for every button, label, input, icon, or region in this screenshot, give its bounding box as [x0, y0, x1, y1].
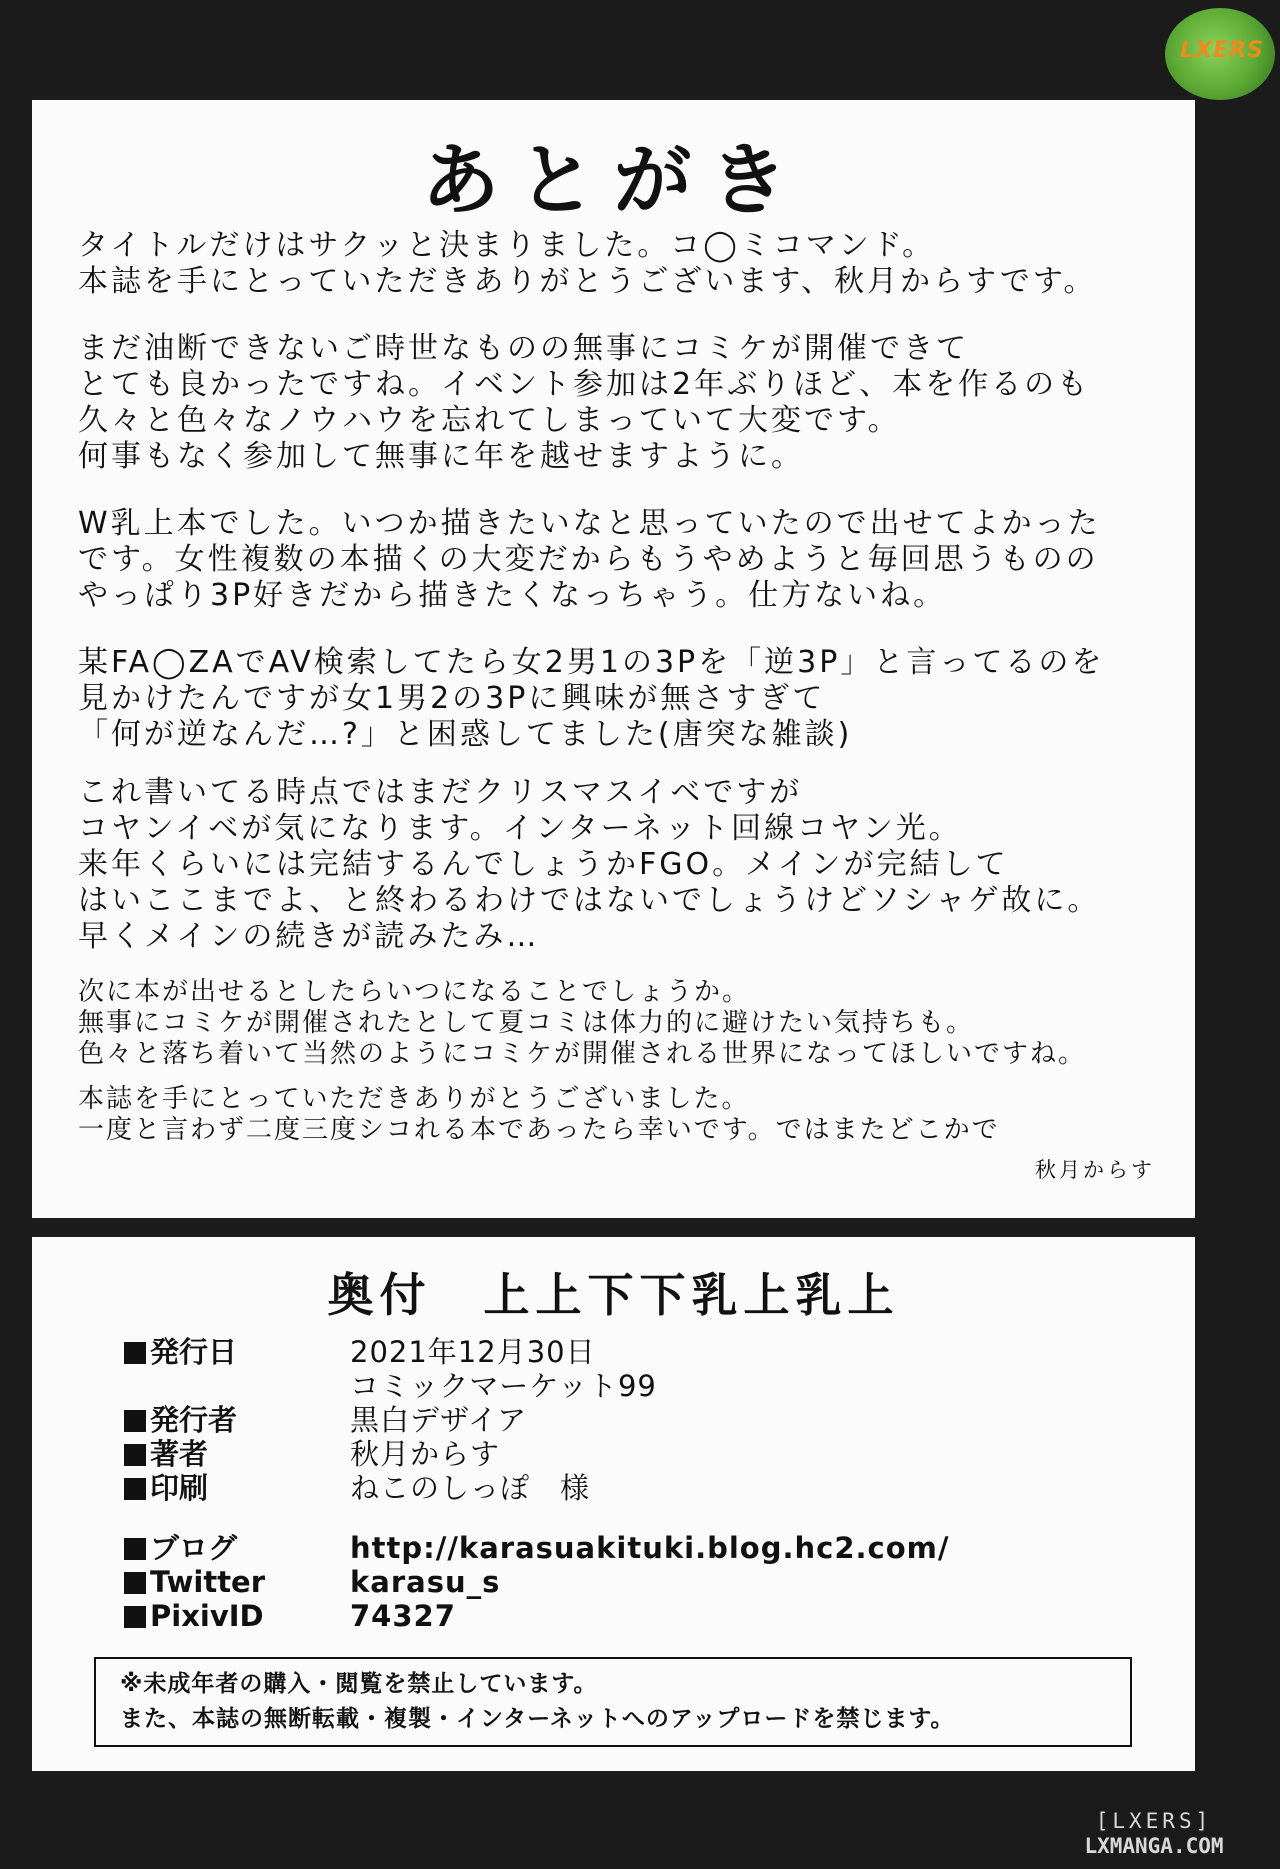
info-label: 発行日: [150, 1335, 238, 1369]
afterword-paragraph: [78, 775, 1165, 955]
text-line: 本誌を手にとっていただきありがとうございます、秋月からすです。: [78, 264, 1097, 299]
text-line: 来年くらいには完結するんでしょうかFGO。メインが完結して: [78, 847, 1009, 882]
info-row-pixiv: [124, 1599, 456, 1633]
info-label: ブログ: [150, 1531, 238, 1565]
square-bullet-icon: [124, 1444, 146, 1466]
text-line: とても良かったですね。イベント参加は2年ぶりほど、本を作るのも: [78, 367, 1091, 402]
info-value: 秋月からす: [350, 1437, 501, 1471]
text-line: です。女性複数の本描くの大変だからもうやめようと毎回思うものの: [78, 542, 1099, 577]
text-line: 本誌を手にとっていただきありがとうございました。: [78, 1084, 750, 1114]
twitter-handle: karasu_s: [350, 1565, 501, 1599]
text-line: 久々と色々なノウハウを忘れてしまっていて大変です。: [78, 403, 901, 438]
info-row-author: [124, 1437, 501, 1471]
badge-logo-text: LXERS: [1180, 38, 1264, 63]
author-signature: 秋月からす: [1035, 1158, 1155, 1182]
afterword-paragraph: [78, 1084, 1165, 1146]
text-line: これ書いてる時点ではまだクリスマスイベですが: [78, 775, 803, 810]
info-row-publisher: [124, 1403, 528, 1437]
afterword-paragraph: [78, 228, 1165, 300]
square-bullet-icon: [124, 1342, 146, 1364]
text-line: はいここまでよ、と終わるわけではないでしょうけどソシャゲ故に。: [78, 883, 1101, 918]
watermark-line: [LXERS]: [1095, 1809, 1213, 1833]
site-logo-badge: [1165, 8, 1275, 100]
text-line: 次に本が出せるとしたらいつになることでしょうか。: [78, 977, 751, 1007]
info-label: 著者: [150, 1437, 209, 1471]
square-bullet-icon: [124, 1606, 146, 1628]
afterword-body: [78, 228, 1165, 1146]
text-line: 無事にコミケが開催されたとして夏コミは体力的に避けたい気持ちも。: [78, 1008, 975, 1038]
square-bullet-icon: [124, 1538, 146, 1560]
info-value: 黒白デザイア: [350, 1403, 528, 1437]
colophon-panel: [32, 1237, 1195, 1771]
text-line: 早くメインの続きが読みたみ…: [78, 919, 540, 954]
afterword-paragraph: [78, 331, 1165, 475]
blog-url: http://karasuakituki.blog.hc2.com/: [350, 1531, 950, 1565]
text-line: 某FA◯ZAでAV検索してたら女2男1の3Pを「逆3P」と言ってるのを: [78, 645, 1105, 680]
colophon-title: 奥付 上上下下乳上乳上: [327, 1268, 900, 1322]
square-bullet-icon: [124, 1410, 146, 1432]
notice-line: ※未成年者の購入・閲覧を禁止しています。: [120, 1671, 598, 1697]
notice-line: また、本誌の無断転載・複製・インターネットへのアップロードを禁じます。: [120, 1706, 955, 1732]
info-label: 印刷: [150, 1471, 209, 1505]
afterword-paragraph: [78, 977, 1165, 1070]
info-value: 2021年12月30日: [350, 1335, 596, 1369]
info-row-issue-date: [124, 1335, 596, 1369]
afterword-title: あとがき: [421, 136, 806, 226]
info-label: PixivID: [150, 1599, 264, 1633]
afterword-paragraph: [78, 506, 1165, 614]
square-bullet-icon: [124, 1572, 146, 1594]
info-value: コミックマーケット99: [350, 1369, 657, 1403]
afterword-paragraph: [78, 645, 1165, 753]
text-line: 一度と言わず二度三度シコれる本であったら幸いです。ではまたどこかで: [78, 1115, 1000, 1145]
info-row-blog: [124, 1531, 950, 1565]
info-label: Twitter: [150, 1565, 266, 1599]
pixiv-id: 74327: [350, 1599, 456, 1633]
text-line: 色々と落ち着いて当然のようにコミケが開催される世界になってほしいですね。: [78, 1039, 1087, 1069]
text-line: コヤンイベが気になります。インターネット回線コヤン光。: [78, 811, 962, 846]
text-line: 何事もなく参加して無事に年を越せますように。: [78, 439, 804, 474]
text-line: 「何が逆なんだ…?」と困惑してました(唐突な雑談): [78, 717, 853, 752]
info-label: 発行者: [150, 1403, 238, 1437]
info-value: ねこのしっぽ 様: [350, 1471, 591, 1505]
info-row-printer: [124, 1471, 591, 1505]
text-line: まだ油断できないご時世なものの無事にコミケが開催できて: [78, 331, 969, 366]
text-line: タイトルだけはサクッと決まりました。コ◯ミコマンド。: [78, 228, 936, 263]
corner-watermark: [1064, 1809, 1244, 1859]
square-bullet-icon: [124, 1478, 146, 1500]
watermark-line: LXMANGA.COM: [1084, 1834, 1224, 1858]
text-line: W乳上本でした。いつか描きたいなと思っていたので出せてよかった: [78, 506, 1101, 541]
text-line: やっぱり3P好きだから描きたくなっちゃう。仕方ないね。: [78, 578, 947, 613]
afterword-panel: [32, 100, 1195, 1218]
text-line: 見かけたんですが女1男2の3Pに興味が無さすぎて: [78, 681, 826, 716]
info-row-twitter: [124, 1565, 501, 1599]
age-restriction-notice: [94, 1657, 1132, 1747]
